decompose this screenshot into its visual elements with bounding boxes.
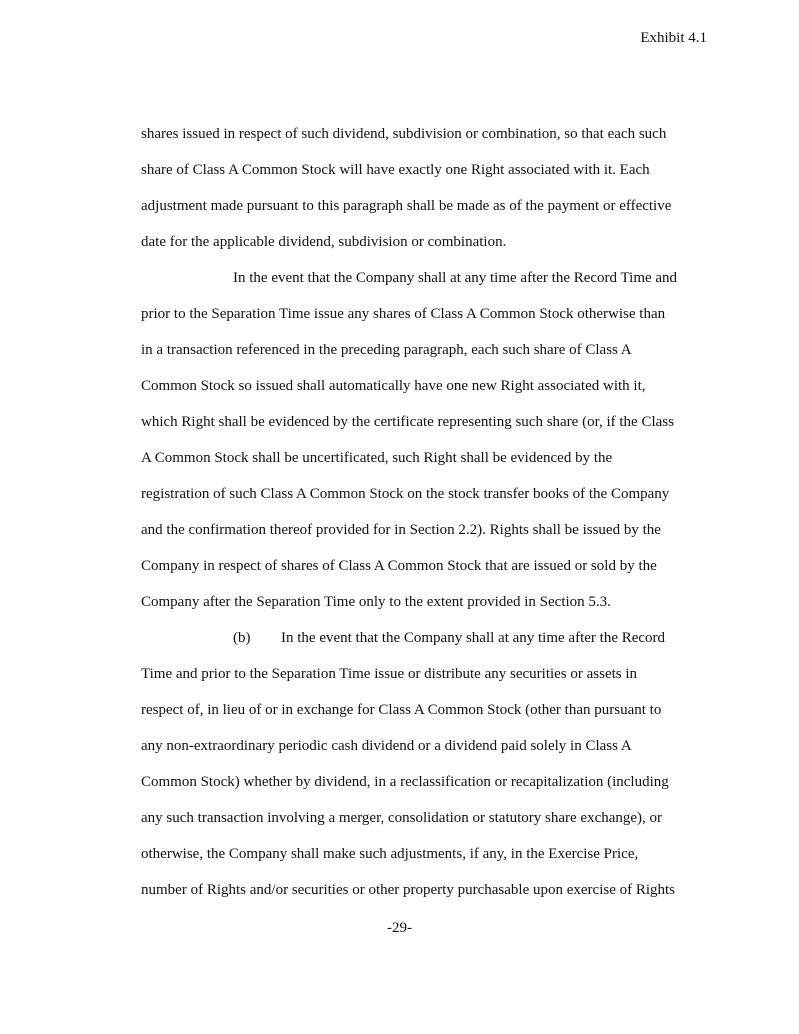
body-line-8: Common Stock so issued shall automatically have one new Right associated with it, — [141, 378, 646, 394]
body-line-9: which Right shall be evidenced by the certificate representing such share (or, if the Class — [141, 414, 674, 430]
body-line-6: prior to the Separation Time issue any shares of Class A Common Stock otherwise than — [141, 306, 666, 322]
body-line-10: A Common Stock shall be uncertificated, such Right shall be evidenced by the — [141, 450, 613, 466]
body-line-18: any non-extraordinary periodic cash dividend or a dividend paid solely in Class A — [141, 738, 632, 754]
body-line-15: In the event that the Company shall at any time after the Record — [281, 630, 666, 646]
body-line-3: adjustment made pursuant to this paragraph shall be made as of the payment or effective — [141, 198, 672, 214]
body-line-2: share of Class A Common Stock will have exactly one Right associated with it. Each — [141, 162, 650, 178]
body-line-21: otherwise, the Company shall make such adjustments, if any, in the Exercise Price, — [141, 846, 639, 862]
body-line-17: respect of, in lieu of or in exchange for Class A Common Stock (other than pursuant to — [141, 702, 662, 718]
body-line-7: in a transaction referenced in the preceding paragraph, each such share of Class A — [141, 342, 632, 358]
body-line-13: Company in respect of shares of Class A Common Stock that are issued or sold by the — [141, 558, 657, 574]
body-line-19: Common Stock) whether by dividend, in a reclassification or recapitalization (including — [141, 774, 669, 790]
body-line-22: number of Rights and/or securities or other property purchasable upon exercise of Rights — [141, 882, 676, 898]
body-line-1: shares issued in respect of such dividend, subdivision or combination, so that each such — [141, 126, 667, 142]
body-line-16: Time and prior to the Separation Time issue or distribute any securities or assets in — [141, 666, 638, 682]
subsection-b-line — [233, 629, 665, 647]
body-line-4: date for the applicable dividend, subdivision or combination. — [141, 234, 507, 250]
body-line-11: registration of such Class A Common Stock on the stock transfer books of the Company — [141, 486, 670, 502]
body-line-14: Company after the Separation Time only to the extent provided in Section 5.3. — [141, 594, 611, 610]
subsection-label: (b) — [233, 630, 251, 646]
page-number: -29- — [387, 920, 412, 936]
exhibit-label: Exhibit 4.1 — [640, 30, 707, 46]
body-line-20: any such transaction involving a merger, consolidation or statutory share exchange), or — [141, 810, 663, 826]
body-line-5: In the event that the Company shall at any time after the Record Time and — [233, 270, 678, 286]
body-line-12: and the confirmation thereof provided for in Section 2.2). Rights shall be issued by the — [141, 522, 661, 538]
